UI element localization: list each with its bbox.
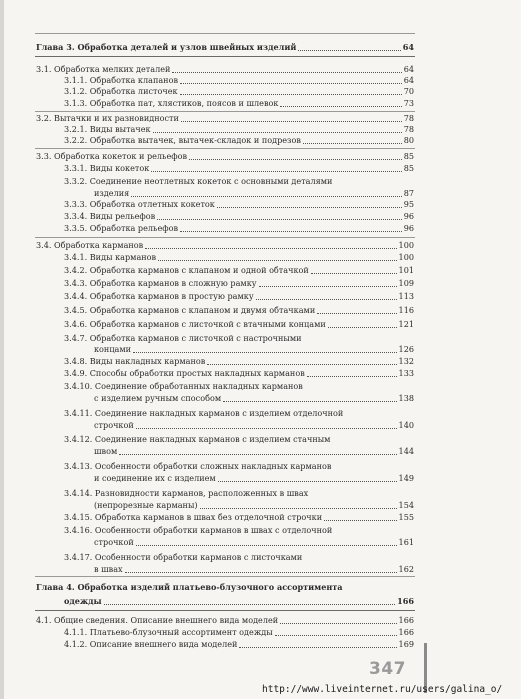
- toc-entry-line1: 3.4.11. Соединение накладных карманов с изделием отделочной: [64, 408, 344, 418]
- chapter-rule: [35, 56, 415, 57]
- section-rule: [35, 111, 415, 112]
- toc-entry-line1: 3.4.12. Соединение накладных карманов с изделием стачным: [64, 434, 331, 444]
- toc-entry: с изделием ручным способом 138: [94, 393, 414, 403]
- toc-entry: строчкой 140: [94, 420, 414, 430]
- chapter-top-rule: [35, 576, 415, 577]
- toc-entry: 3.3. Обработка кокеток и рельефов 85: [36, 151, 414, 161]
- toc-entry-line1: 3.4.7. Обработка карманов с листочкой с настрочными: [64, 333, 302, 343]
- toc-entry: 3.4.9. Способы обработки простых накладных карманов 133: [64, 368, 414, 378]
- toc-entry: швом 144: [94, 446, 414, 456]
- leader-dots: [298, 49, 400, 51]
- toc-entry: 4.1.2. Описание внешнего вида моделей 169: [64, 639, 414, 649]
- toc-entry: 3.4.15. Обработка карманов в швах без отделочной строчки 155: [64, 512, 414, 522]
- toc-chapter-title: Глава 3. Обработка деталей и узлов швейных изделий: [36, 42, 297, 52]
- leader-dots: [104, 603, 395, 605]
- toc-entry-line1: 3.4.10. Соединение обработанных накладных карманов: [64, 381, 303, 391]
- toc-entry: строчкой 161: [94, 537, 414, 547]
- toc-entry: 3.3.4. Виды рельефов 96: [64, 211, 414, 221]
- toc-entry: 3.1. Обработка мелких деталей 64: [36, 64, 414, 74]
- toc-entry: 3.4.8. Виды накладных карманов 132: [64, 356, 414, 366]
- toc-entry-line1: 3.3.2. Соединение неотлетных кокеток с основными деталями: [64, 176, 333, 186]
- toc-entry: 3.3.3. Обработка отлетных кокеток 95: [64, 199, 414, 209]
- toc-entry-line1: 3.4.13. Особенности обработки сложных накладных карманов: [64, 461, 332, 471]
- toc-entry: 3.4.3. Обработка карманов в сложную рамку 109: [64, 278, 414, 288]
- toc-entry: в швах 162: [94, 564, 414, 574]
- toc-entry-line1: 3.4.14. Разновидности карманов, расположенных в швах: [64, 488, 309, 498]
- toc-chapter-3: [36, 42, 414, 53]
- toc-chapter-4-line1: Глава 4. Обработка изделий платьево-блузочного ассортимента: [36, 582, 343, 592]
- toc-chapter-4: [64, 596, 414, 607]
- toc-entry: изделия 87: [94, 188, 414, 198]
- toc-entry: 4.1. Общие сведения. Описание внешнего вида моделей 166: [36, 615, 414, 625]
- toc-entry-line1: 3.4.17. Особенности обработки карманов с листочками: [64, 552, 303, 562]
- toc-entry: 4.1.1. Платьево-блузочный ассортимент одежды 166: [64, 627, 414, 637]
- toc-entry: концами 126: [94, 344, 414, 354]
- toc-entry: 3.1.2. Обработка листочек 70: [64, 86, 414, 96]
- section-rule: [35, 148, 415, 149]
- toc-entry: 3.1.3. Обработка пат, хлястиков, поясов и шлевок 73: [64, 98, 414, 108]
- toc-entry: 3.4.4. Обработка карманов в простую рамку 113: [64, 291, 414, 301]
- toc-entry: 3.4.6. Обработка карманов с листочкой с втачными концами 121: [64, 319, 414, 329]
- toc-entry: 3.1.1. Обработка клапанов 64: [64, 75, 414, 85]
- page-number: 347: [369, 659, 406, 679]
- toc-entry: 3.4.2. Обработка карманов с клапаном и одной обтачкой 101: [64, 265, 414, 275]
- toc-chapter-title: одежды: [64, 596, 102, 606]
- toc-entry: 3.4.1. Виды карманов 100: [64, 252, 414, 262]
- toc-entry: 3.4. Обработка карманов 100: [36, 240, 414, 250]
- toc-entry: 3.3.5. Обработка рельефов 96: [64, 223, 414, 233]
- source-url: http://www.liveinternet.ru/users/galina_o/: [262, 684, 503, 695]
- toc-page: 166: [397, 596, 414, 606]
- toc-entry: 3.2. Вытачки и их разновидности 78: [36, 113, 414, 123]
- toc-entry: (непрорезные карманы) 154: [94, 500, 414, 510]
- toc-entry: 3.2.1. Виды вытачек 78: [64, 124, 414, 134]
- toc-entry: 3.3.1. Виды кокеток 85: [64, 163, 414, 173]
- section-rule: [35, 237, 415, 238]
- toc-entry: 3.4.5. Обработка карманов с клапаном и двумя обтачками 116: [64, 305, 414, 315]
- toc-entry: и соединение их с изделием 149: [94, 473, 414, 483]
- toc-page: 64: [402, 42, 414, 52]
- chapter-rule: [35, 610, 415, 611]
- toc-entry-line1: 3.4.16. Особенности обработки карманов в швах с отделочной: [64, 525, 333, 535]
- toc-entry: 3.2.2. Обработка вытачек, вытачек-складок и подрезов 80: [64, 135, 414, 145]
